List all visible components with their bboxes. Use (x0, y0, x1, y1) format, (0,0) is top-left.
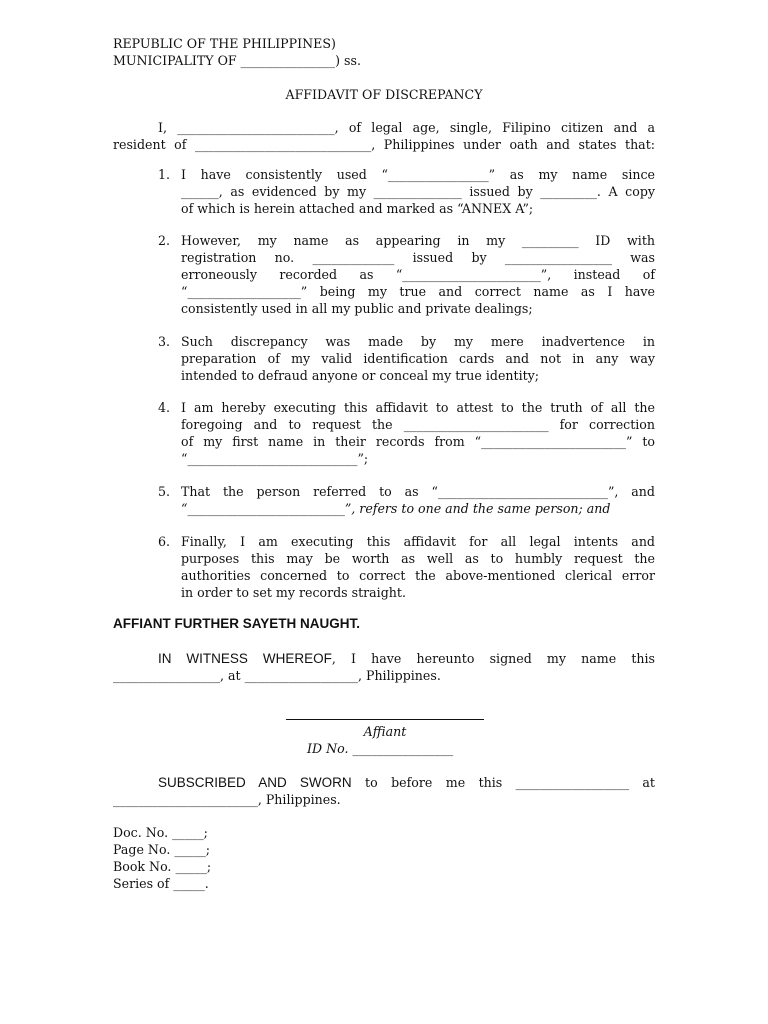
witness-line-1 (158, 650, 655, 667)
item-number: 3. (158, 334, 171, 349)
book-no: Book No. _____; (113, 859, 212, 874)
header-municipality: MUNICIPALITY OF _______________) ss. (113, 53, 361, 68)
item-6-line-2: purposes this may be worth as well as to humbly request the (181, 551, 655, 566)
witness-lead: IN WITNESS WHEREOF (158, 651, 332, 666)
item-number: 6. (158, 534, 171, 549)
jurat-rest: to before me this __________________ at (351, 775, 655, 790)
affiant-label: Affiant (363, 724, 407, 739)
jurat-lead: SUBSCRIBED AND SWORN (158, 775, 352, 790)
header-republic: REPUBLIC OF THE PHILIPPINES) (113, 36, 336, 51)
item-4-line-1: I am hereby executing this affidavit to attest to the truth of all the (181, 400, 655, 415)
item-5-line-1: That the person referred to as “___________________________”, and (181, 484, 655, 499)
document-title: AFFIDAVIT OF DISCREPANCY (285, 87, 483, 102)
item-2-line-4: “__________________” being my true and correct name as I have (181, 284, 655, 299)
item-3-line-3: intended to defraud anyone or conceal my true identity; (181, 368, 540, 383)
doc-no: Doc. No. _____; (113, 825, 208, 840)
intro-line-2: resident of ____________________________, Philippines under oath and states that: (113, 137, 655, 152)
item-1-line-2: ______, as evidenced by my ______________ issued by _________. A copy (181, 184, 655, 199)
item-2-line-2: registration no. _____________ issued by _________________ was (181, 250, 655, 265)
jurat-line-2: _______________________, Philippines. (113, 792, 341, 807)
item-6-line-4: in order to set my records straight. (181, 585, 406, 600)
item-4-line-4: “___________________________”; (181, 451, 369, 466)
item-1-line-1: I have consistently used “________________” as my name since (181, 167, 655, 182)
item-1-line-3: of which is herein attached and marked as “ANNEX A”; (181, 201, 534, 216)
page-no: Page No. _____; (113, 842, 211, 857)
item-3-line-2: preparation of my valid identification cards and not in any way (181, 351, 655, 366)
item-6-line-1: Finally, I am executing this affidavit for all legal intents and (181, 534, 655, 549)
item-number: 1. (158, 167, 171, 182)
witness-line-2: _________________, at __________________, Philippines. (113, 668, 441, 683)
signature-line (286, 719, 484, 720)
item-6-line-3: authorities concerned to correct the above-mentioned clerical error (181, 568, 655, 583)
closing-statement: AFFIANT FURTHER SAYETH NAUGHT. (113, 616, 361, 631)
series-of: Series of _____. (113, 876, 209, 891)
item-2-line-5: consistently used in all my public and private dealings; (181, 301, 533, 316)
item-number: 2. (158, 233, 171, 248)
item-4-line-3: of my first name in their records from “_______________________” to (181, 434, 655, 449)
item-5-line-2: “_________________________”, refers to one and the same person; and (181, 501, 611, 516)
intro-line-1: I, _________________________, of legal age, single, Filipino citizen and a (158, 120, 655, 135)
jurat-line-1 (158, 774, 655, 791)
item-number: 4. (158, 400, 171, 415)
item-number: 5. (158, 484, 171, 499)
affiant-id-line: ID No. ________________ (307, 741, 454, 756)
item-3-line-1: Such discrepancy was made by my mere inadvertence in (181, 334, 655, 349)
witness-rest: , I have hereunto signed my name this (331, 651, 655, 666)
item-2-line-1: However, my name as appearing in my _________ ID with (181, 233, 655, 248)
item-2-line-3: erroneously recorded as “______________________”, instead of (181, 267, 655, 282)
item-4-line-2: foregoing and to request the _______________________ for correction (181, 417, 655, 432)
